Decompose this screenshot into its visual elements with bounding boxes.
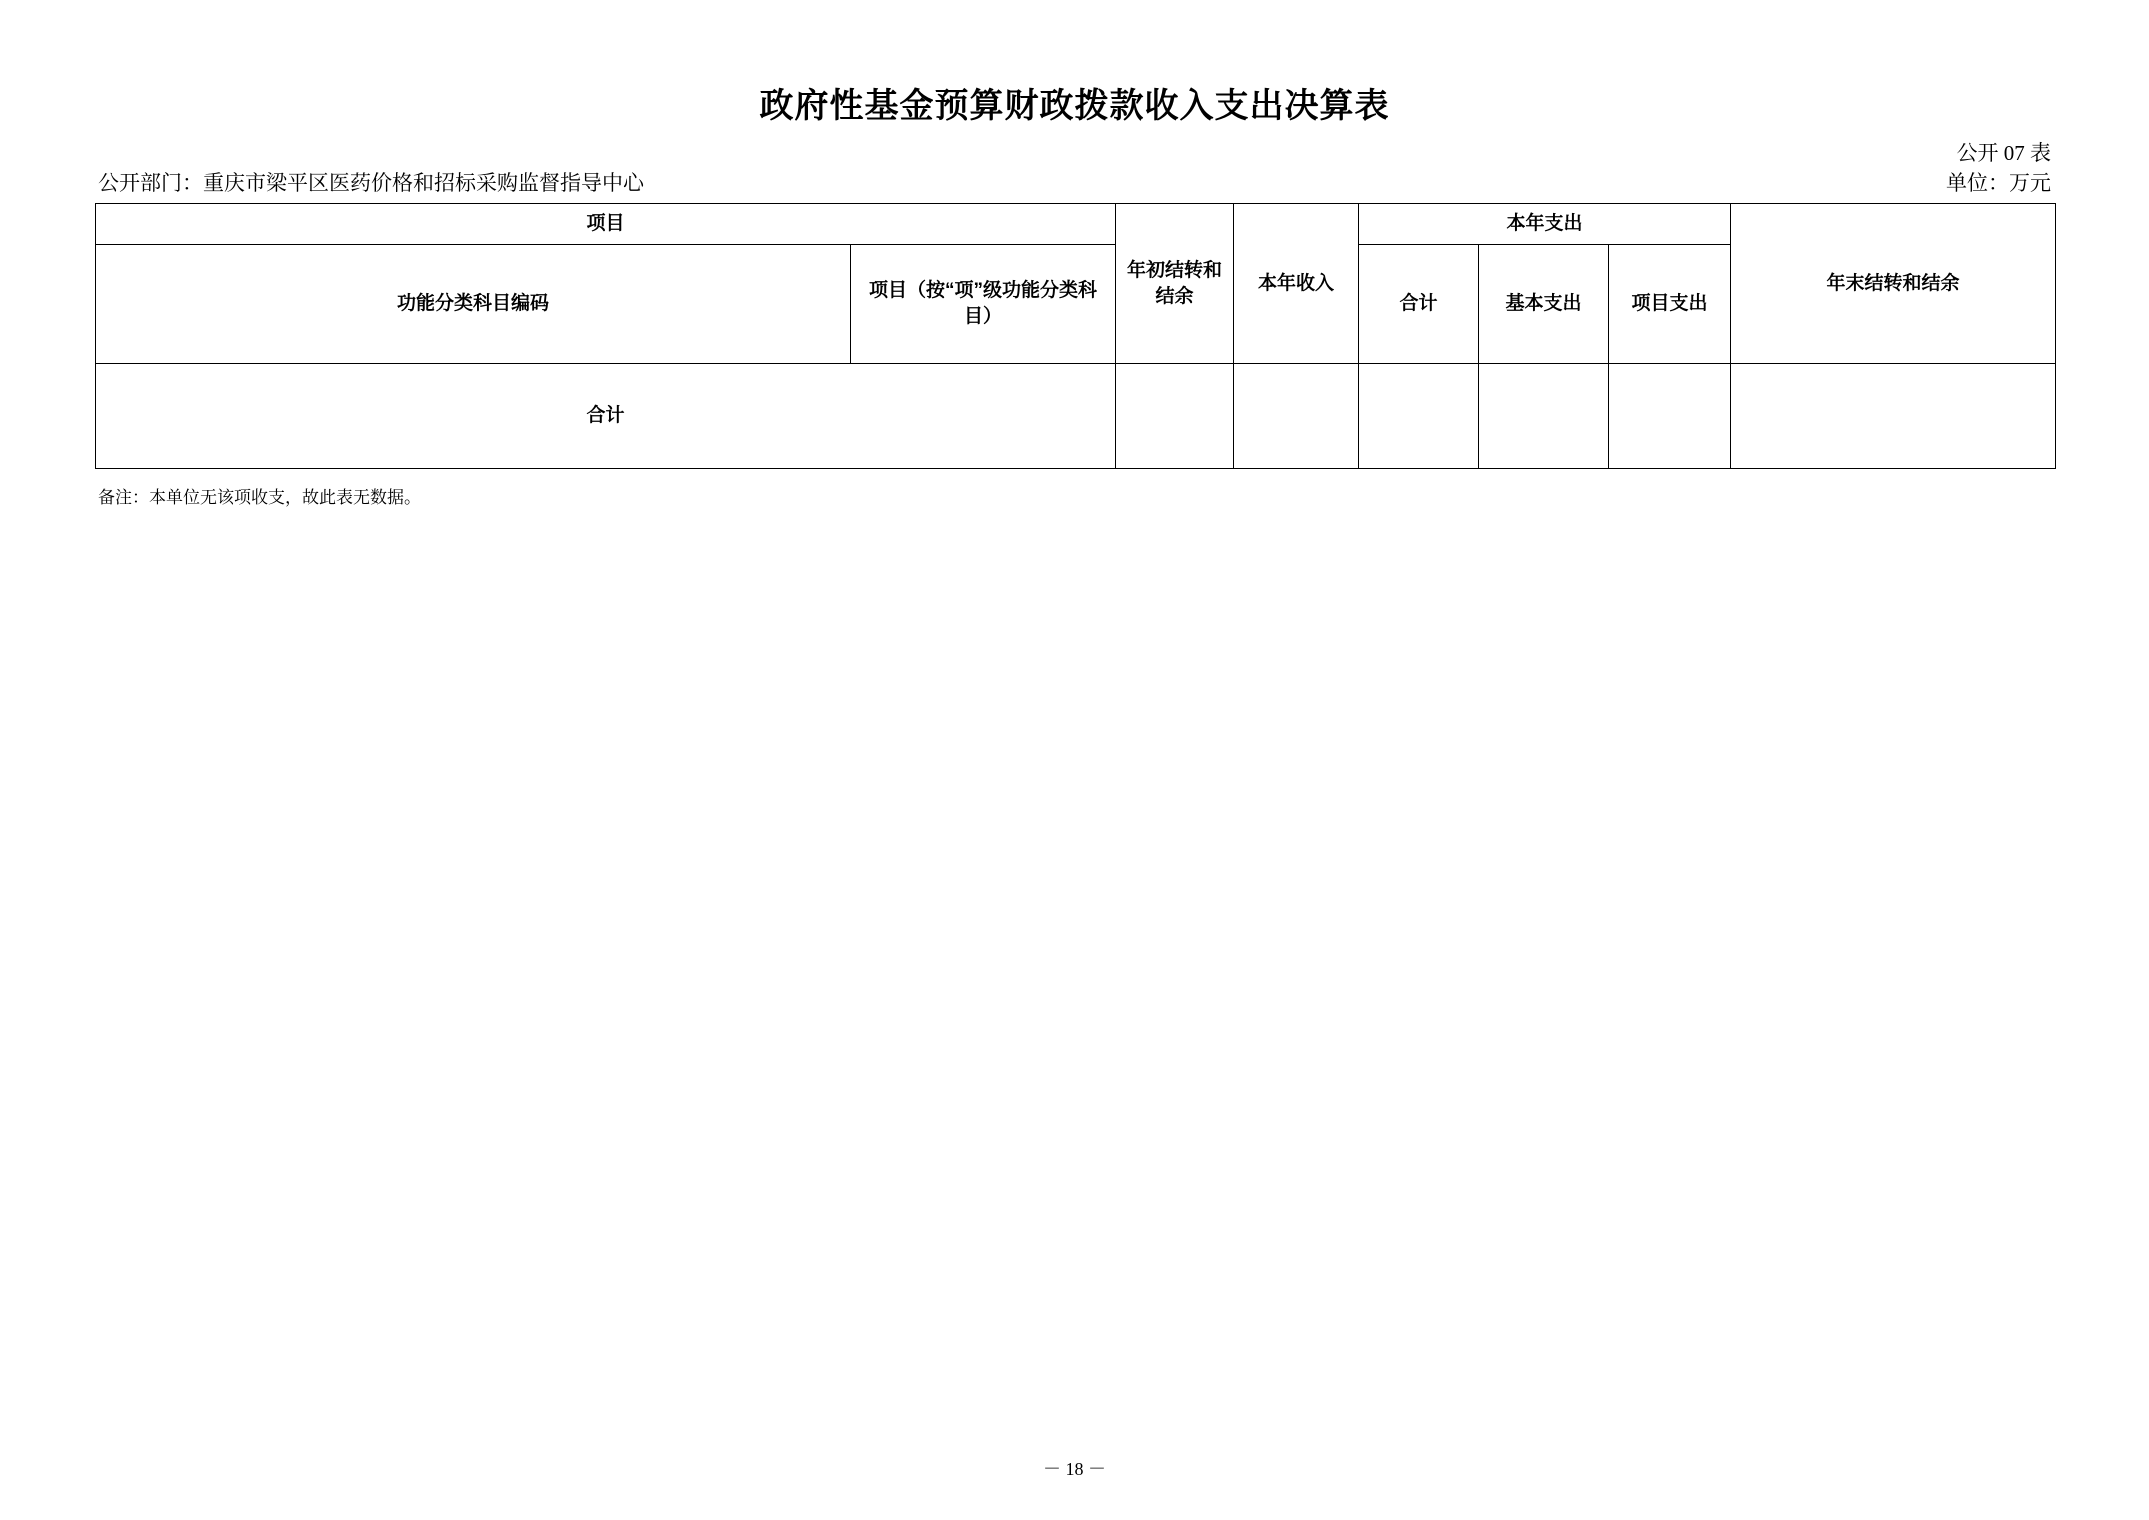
header-begin-balance: 年初结转和结余	[1116, 204, 1234, 364]
cell-basic-expense	[1479, 364, 1609, 469]
table-header-row-1	[96, 204, 2056, 245]
cell-project-expense	[1609, 364, 1731, 469]
budget-table	[95, 203, 2056, 469]
cell-year-income	[1234, 364, 1359, 469]
header-functional-code: 功能分类科目编码	[96, 245, 851, 364]
header-project-expense: 项目支出	[1609, 245, 1731, 364]
header-item-group: 项目	[96, 204, 1116, 245]
table-row	[96, 364, 2056, 469]
cell-begin-balance	[1116, 364, 1234, 469]
unit-note: 单位：万元	[1946, 171, 2051, 195]
header-year-expense-group: 本年支出	[1359, 204, 1731, 245]
header-year-income: 本年收入	[1234, 204, 1359, 364]
form-number: 公开 07 表	[1956, 141, 2051, 165]
header-expense-total: 合计	[1359, 245, 1479, 364]
page-number: － 18 －	[1043, 1459, 1106, 1479]
header-end-balance: 年末结转和结余	[1731, 204, 2056, 364]
cell-end-balance	[1731, 364, 2056, 469]
page-title: 政府性基金预算财政拨款收入支出决算表	[759, 87, 1390, 125]
header-item-level: 项目（按“项”级功能分类科目）	[851, 245, 1116, 364]
row-label-total: 合计	[96, 364, 1116, 469]
cell-expense-total	[1359, 364, 1479, 469]
header-basic-expense: 基本支出	[1479, 245, 1609, 364]
department-line: 公开部门：重庆市梁平区医药价格和招标采购监督指导中心	[98, 171, 644, 195]
table-remark: 备注：本单位无该项收支，故此表无数据。	[98, 488, 421, 507]
